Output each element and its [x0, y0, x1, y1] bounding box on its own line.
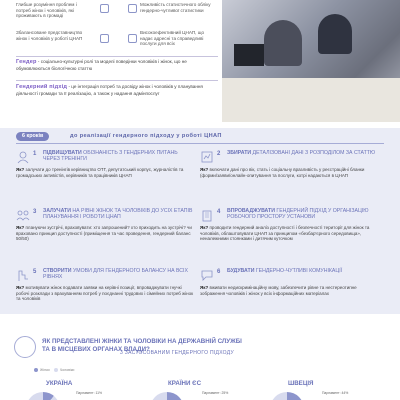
- step-number: 2: [217, 151, 221, 157]
- step-3: [16, 208, 198, 258]
- step-body: Як? плануючи зустрічі, враховувати: хто запрошений? хто приходить на зустрічі? чи враховано принцип доступності (приміщення та час проведення, гендерний баланс 50/50): [16, 225, 192, 242]
- ladder-icon: [16, 268, 30, 282]
- group-icon: [14, 336, 36, 358]
- people-icon: [100, 4, 109, 13]
- steps-section: [0, 128, 400, 314]
- feature-statistics: Можливість статистичного обліку гендерно-чутливої статистики: [140, 2, 211, 13]
- step-2: [200, 150, 382, 194]
- step-heading: ПІДВИЩУВАТИ ОБІЗНАНІСТЬ З ГЕНДЕРНИХ ПИТАНЬ ЧЕРЕЗ ТРЕНІНГИ: [43, 150, 178, 163]
- subhead: 3 ЗАСТОСОВАНИМ ГЕНДЕРНОГО ПІДХОДУ: [120, 350, 234, 356]
- step-number: 5: [33, 269, 37, 275]
- step-number: 1: [33, 151, 37, 157]
- step-heading: БУДУВАТИ ГЕНДЕРНО-ЧУТЛИВІ КОМУНІКАЦІЇ: [227, 268, 343, 274]
- divider: [16, 80, 218, 81]
- meeting-icon: [16, 208, 30, 222]
- step-body: Як? включати дані про вік, стать і соціальну вразливість у реєстраційні бланки (форми/заяви/онлайн-опитування та послуги, котрі надаються в ЦНАП: [200, 167, 365, 178]
- building-icon: [200, 208, 214, 222]
- legend-men: Чоловіки: [54, 368, 75, 372]
- country-eu: КРАЇНИ ЄС: [168, 380, 202, 387]
- section-rule: [16, 143, 384, 144]
- step-1: [16, 150, 198, 194]
- feature-efficiency: Високоефективний ЦНАП, що надає адресні та справедливі послуги для всіх: [140, 30, 205, 47]
- feature-understanding: Глибше розуміння проблем і потреб жінок і чоловіків, які проживають в громаді: [16, 2, 77, 19]
- approach-definition: Гендерний підхід - це інтеграція потреб та досвіду жінок і чоловіків у планування діяльності громади та її реалізацію, а також у надання адмінпослуг: [16, 84, 203, 96]
- step-heading: ЗБИРАТИ ДЕТАЛІЗОВАНІ ДАНІ З РОЗПОДІЛОМ ЗА СТАТТЮ: [227, 150, 376, 156]
- step-body: Як? вживати недискримінаційну мову, забезпечити рівне та нестереотипне зображення чоловіків і жінок у всіх інформаційних матеріалах: [200, 285, 357, 296]
- step-number: 6: [217, 269, 221, 275]
- feature-representation: Збалансоване представництво жінок і чоловіків у роботі ЦНАП: [16, 30, 83, 41]
- step-number: 4: [217, 209, 221, 215]
- step-body: Як? мотивувати жінок подавати заявки на керівні позиції, впроваджувати гнучкі робочі розклади з врахуванням потреб у поєднанні трудових і сімейних потреб жінок та чоловіків: [16, 285, 194, 302]
- step-5: [16, 268, 198, 312]
- service-icon: [128, 34, 137, 43]
- steps-count-pill: 6 кроків: [16, 132, 49, 141]
- divider: [16, 56, 218, 57]
- intro-section: [0, 0, 400, 128]
- representation-title: ЯК ПРЕДСТАВЛЕНІ ЖІНКИ ТА ЧОЛОВІКИ НА ДЕРЖАВНІЙ СЛУЖБІ ТА В МІСЦЕВИХ ОРГАНАХ ВЛАДИ?: [42, 338, 242, 353]
- steps-title: до реалізації гендерного підходу у роботі ЦНАП: [70, 133, 222, 139]
- step-body: Як? проводити гендерний аналіз доступності і безпечності території для жінок та чоловіків, облаштовувати ЦНАП за принципом «безбар'єрного середовища», неналежними стоянками і дитячим куточком: [200, 225, 370, 242]
- country-ukraine: УКРАЇНА: [46, 380, 73, 387]
- balance-icon: [100, 34, 109, 43]
- step-body: Як? залучати до тренінгів керівництво ОТГ, депутатський корпус, журналістів та громадських активістів, керівників та працівників ЦНАП: [16, 167, 184, 178]
- representation-section: [0, 314, 400, 400]
- note-sweden: Парламент: 44%: [322, 391, 349, 395]
- step-heading: ЗАЛУЧАТИ НА РІВНІ ЖІНОК ТА ЧОЛОВІКІВ ДО УСІХ ЕТАПІВ ПЛАНУВАННЯ І РОБОТИ ЦНАП: [43, 208, 193, 221]
- legend-women: Жінки: [34, 368, 50, 372]
- step-heading: СТВОРИТИ УМОВИ ДЛЯ ГЕНДЕРНОГО БАЛАНСУ НА ВСІХ РІВНЯХ: [43, 268, 188, 281]
- chart-icon: [128, 4, 137, 13]
- legend: [34, 368, 74, 372]
- data-icon: [200, 150, 214, 164]
- speech-icon: [200, 268, 214, 282]
- gender-definition: Гендер - соціально-культурні ролі та моделі поведінки чоловіків і жінок, що не обумовлюються біологічною статтю: [16, 59, 187, 71]
- office-photo: [222, 0, 400, 122]
- country-sweden: ШВЕЦІЯ: [288, 380, 314, 387]
- step-number: 3: [33, 209, 37, 215]
- step-4: [200, 208, 382, 258]
- step-heading: ВПРОВАДЖУВАТИ ГЕНДЕРНИЙ ПІДХІД У ОРГАНІЗАЦІЮ РОБОЧОГО ПРОСТОРУ УСТАНОВИ: [227, 208, 369, 221]
- training-icon: [16, 150, 30, 164]
- note-eu: Парламент: 25%: [202, 391, 229, 395]
- note-ukraine: Парламент: 11%: [76, 391, 103, 395]
- step-6: [200, 268, 382, 312]
